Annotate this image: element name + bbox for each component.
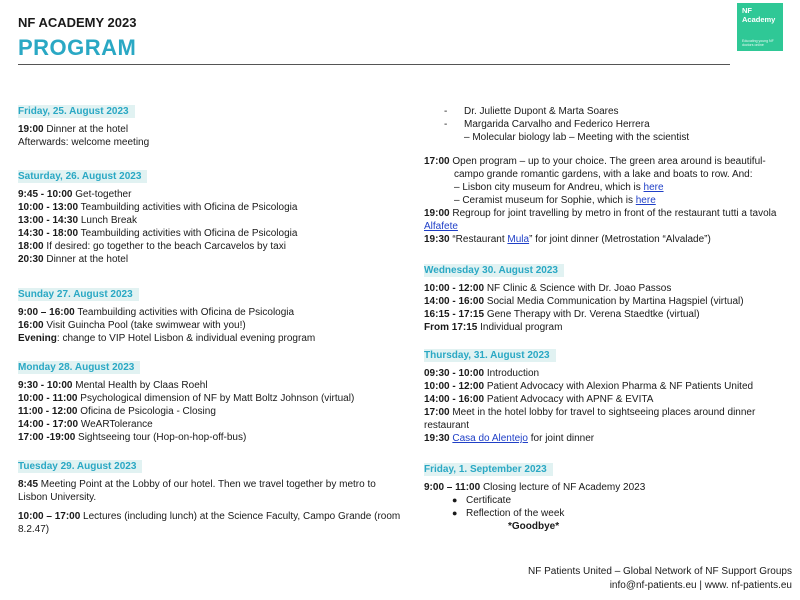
item-text: Certificate (466, 495, 512, 506)
footer-contact: info@nf-patients.eu | www. nf-patients.eu (609, 580, 792, 591)
schedule-item (424, 406, 794, 419)
item-text: Lectures (including lunch) at the Science Faculty, Campo Grande (room 8.2.47) (18, 511, 401, 535)
item-time: 9:00 – 11:00 (424, 482, 481, 493)
schedule-item (424, 481, 794, 494)
logo-tagline: Educating young NF doctors online (742, 39, 774, 47)
item-time: 17:00 (424, 156, 450, 167)
item-text: Teambuilding activities with Oficina de Psicologia (78, 228, 298, 239)
schedule-item-cont (424, 194, 794, 207)
item-time: 8:45 (18, 479, 39, 490)
item-time: 19:00 (18, 124, 44, 135)
item-time: 19:30 (424, 234, 450, 245)
day-sunday-27 (18, 288, 403, 345)
schedule-item (18, 418, 403, 431)
alfafete-link[interactable]: Alfafete (424, 221, 458, 232)
item-text: ” for joint dinner (Metrostation “Alvalade”) (529, 234, 711, 245)
item-text: Teambuilding activities with Oficina de Psicologia (78, 202, 298, 213)
schedule-item (18, 431, 403, 444)
schedule-item-cont: restaurant (424, 420, 470, 431)
page-title: PROGRAM (18, 35, 137, 60)
item-text: Social Media Communication by Martina Hagspiel (virtual) (484, 296, 744, 307)
day-friday-1-september (424, 463, 794, 533)
schedule-item (424, 282, 794, 295)
item-text: Sightseeing tour (Hop-on-hop-off-bus) (75, 432, 247, 443)
item-text: Meet in the hotel lobby for travel to sightseeing places around dinner (449, 407, 756, 418)
item-time: 19:00 (424, 208, 450, 219)
item-time: 16:15 - 17:15 (424, 309, 485, 320)
item-text: If desired: go together to the beach Carcavelos by taxi (43, 241, 286, 252)
ceramist-museum-link[interactable]: here (635, 195, 656, 206)
item-text: Psychological dimension of NF by Matt Boltz Johnson (virtual) (77, 393, 355, 404)
schedule-item (18, 188, 403, 201)
item-time: From 17:15 (424, 322, 478, 333)
item-text: Individual program (477, 322, 563, 333)
academy-kicker: NF ACADEMY 2023 (18, 15, 137, 30)
logo-line2: Academy (742, 15, 776, 24)
schedule-item-cont (424, 220, 794, 233)
list-item (424, 118, 794, 131)
schedule-item (18, 478, 403, 504)
item-time: 10:00 - 13:00 (18, 202, 79, 213)
item-text: : change to VIP Hotel Lisbon & individual evening program (56, 333, 316, 344)
schedule-item (424, 367, 794, 380)
item-time: 09:30 - 10:00 (424, 368, 485, 379)
item-text: Mental Health by Claas Roehl (72, 380, 208, 391)
schedule-item (424, 295, 794, 308)
item-time: 11:00 - 12:00 (18, 406, 78, 417)
schedule-item (18, 253, 403, 266)
schedule-item-cont (424, 181, 794, 194)
item-text: – Ceramist museum for Sophie, which is (454, 195, 636, 206)
item-time: 13:00 - 14:30 (18, 215, 79, 226)
item-text: Reflection of the week (466, 508, 565, 519)
schedule-item (18, 510, 403, 536)
goodbye-note: *Goodbye* (508, 521, 560, 532)
item-text: Patient Advocacy with APNF & EVITA (484, 394, 654, 405)
item-text: NF Clinic & Science with Dr. Joao Passos (484, 283, 672, 294)
bullet-marker: ● (452, 508, 458, 518)
header-divider (18, 64, 730, 65)
item-time: 10:00 - 12:00 (424, 283, 485, 294)
item-time: 14:00 - 16:00 (424, 394, 485, 405)
item-text: Gene Therapy with Dr. Verena Staedtke (virtual) (484, 309, 700, 320)
item-text: Open program – up to your choice. The green area around is beautiful- (449, 156, 766, 167)
item-text: Dinner at the hotel (43, 254, 129, 265)
schedule-item (18, 379, 403, 392)
item-text: Visit Guincha Pool (take swimwear with you!) (43, 320, 246, 331)
item-time: 16:00 (18, 320, 44, 331)
footer-organization: NF Patients United – Global Network of NF Support Groups (527, 566, 792, 577)
item-text: Closing lecture of NF Academy 2023 (480, 482, 646, 493)
item-text: Introduction (484, 368, 540, 379)
day-monday-28 (18, 361, 403, 444)
item-time: Evening (18, 333, 57, 344)
day-heading: Saturday, 26. August 2023 (18, 170, 147, 183)
day-heading: Wednesday 30. August 2023 (424, 264, 564, 277)
schedule-item (18, 392, 403, 405)
list-item-sub: – Molecular biology lab – Meeting with the scientist (464, 132, 690, 143)
schedule-item (18, 123, 403, 136)
lisbon-museum-link[interactable]: here (643, 182, 664, 193)
item-time: 14:30 - 18:00 (18, 228, 79, 239)
day-heading: Monday 28. August 2023 (18, 361, 140, 374)
day-heading: Friday, 25. August 2023 (18, 105, 135, 118)
item-time: 10:00 - 11:00 (18, 393, 78, 404)
schedule-item (18, 240, 403, 253)
schedule-item (424, 321, 794, 334)
item-text: Teambuilding activities with Oficina de Psicologia (74, 307, 295, 318)
restaurant-mula-link[interactable]: Mula (507, 234, 530, 245)
day-saturday-26 (18, 170, 403, 266)
day-tuesday-29 (18, 460, 403, 536)
item-text: Dr. Juliette Dupont & Marta Soares (464, 106, 619, 117)
item-time: 9:30 - 10:00 (18, 380, 73, 391)
day-heading: Tuesday 29. August 2023 (18, 460, 142, 473)
item-text: Lunch Break (78, 215, 137, 226)
day-friday-25 (18, 105, 403, 149)
bullet-marker: ● (452, 495, 458, 505)
nf-academy-logo (737, 3, 783, 51)
item-text: WeARTolerance (78, 419, 153, 430)
schedule-item (424, 432, 794, 445)
schedule-item (424, 233, 794, 246)
schedule-item (424, 155, 794, 168)
item-text: Patient Advocacy with Alexion Pharma & NF Patients United (484, 381, 754, 392)
bullet-item (424, 494, 794, 507)
schedule-item (18, 201, 403, 214)
dash-marker: - (444, 119, 448, 130)
item-text: Meeting Point at the Lobby of our hotel. Then we travel together by metro to Lisbon University. (18, 479, 376, 503)
schedule-item (424, 393, 794, 406)
schedule-item (424, 380, 794, 393)
bullet-item (424, 507, 794, 520)
schedule-item (424, 308, 794, 321)
day-heading: Thursday, 31. August 2023 (424, 349, 556, 362)
item-time: 14:00 - 17:00 (18, 419, 79, 430)
dash-marker: - (444, 106, 448, 117)
schedule-item (18, 306, 403, 319)
schedule-item (18, 319, 403, 332)
item-time: 17:00 (424, 407, 450, 418)
item-text: for joint dinner (527, 433, 595, 444)
item-time: 18:00 (18, 241, 44, 252)
schedule-item (18, 332, 403, 345)
schedule-item (424, 207, 794, 220)
day-heading: Sunday 27. August 2023 (18, 288, 139, 301)
logo-line1: NF (742, 6, 752, 15)
item-time: 14:00 - 16:00 (424, 296, 485, 307)
item-text: Get-together (72, 189, 132, 200)
casa-do-alentejo-link[interactable]: Casa do Alentejo (452, 433, 528, 444)
item-text: “Restaurant (449, 234, 508, 245)
item-text: Dinner at the hotel (43, 124, 129, 135)
item-text: Oficina de Psicologia - Closing (77, 406, 216, 417)
item-time: 10:00 – 17:00 (18, 511, 81, 522)
item-text: Regroup for joint travelling by metro in front of the restaurant tutti a tavola (449, 208, 777, 219)
day-heading: Friday, 1. September 2023 (424, 463, 553, 476)
list-item (424, 105, 794, 118)
day-wednesday-30 (424, 264, 794, 334)
tuesday-continued (424, 105, 794, 246)
item-time: 10:00 - 12:00 (424, 381, 485, 392)
item-time: 20:30 (18, 254, 44, 265)
schedule-item (18, 214, 403, 227)
day-thursday-31 (424, 349, 794, 445)
item-time: 9:00 – 16:00 (18, 307, 75, 318)
footer (528, 565, 792, 593)
item-time: 9:45 - 10:00 (18, 189, 73, 200)
schedule-item-cont: campo grande romantic gardens, with a lake and boats to row. And: (454, 169, 753, 180)
schedule-item (18, 405, 403, 418)
schedule-item (18, 227, 403, 240)
item-time: 17:00 -19:00 (18, 432, 76, 443)
item-time: 19:30 (424, 433, 450, 444)
schedule-item: Afterwards: welcome meeting (18, 137, 150, 148)
item-text: – Lisbon city museum for Andreu, which is (454, 182, 644, 193)
item-text: Margarida Carvalho and Federico Herrera (464, 119, 650, 130)
